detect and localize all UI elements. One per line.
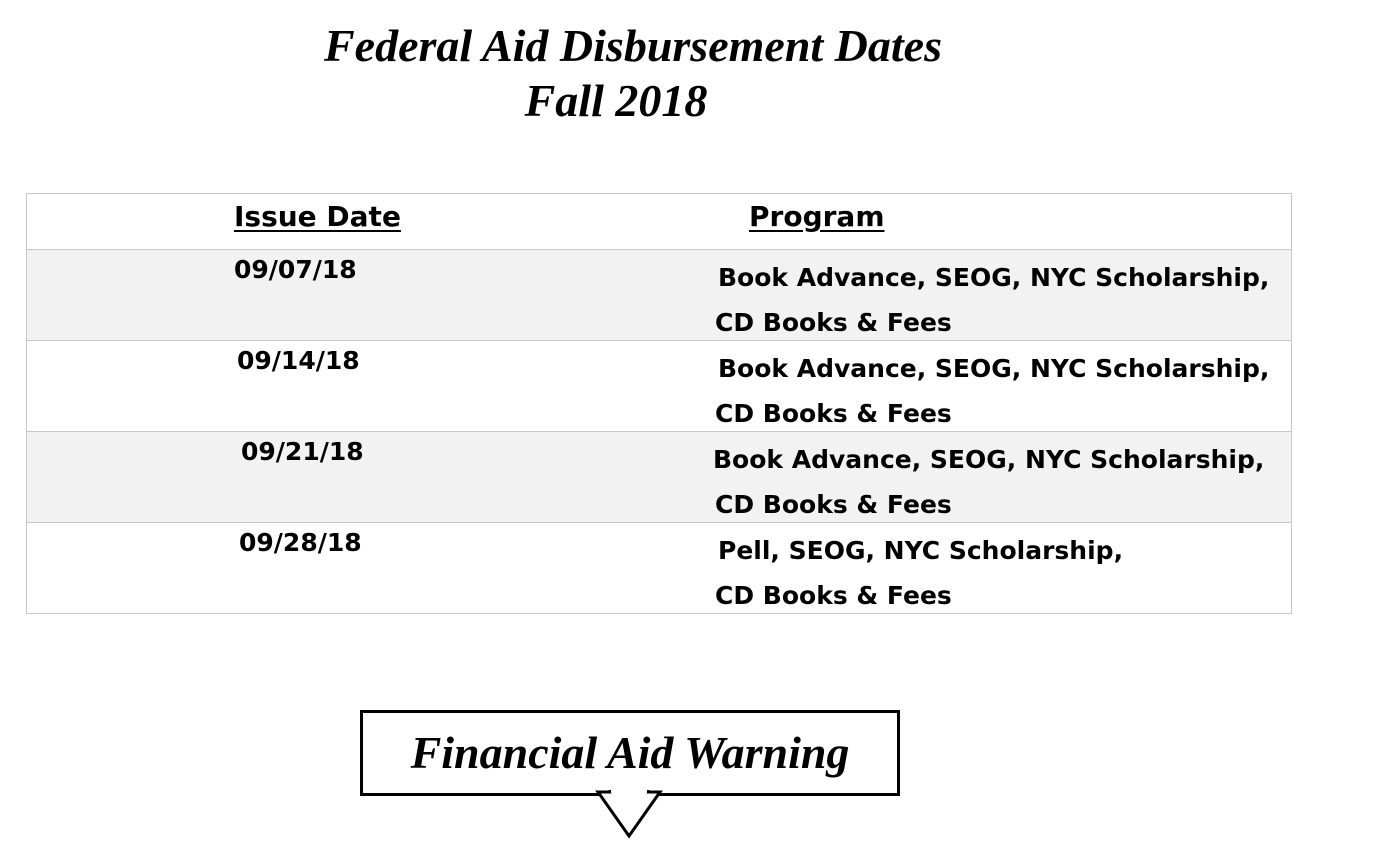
program-line: Book Advance, SEOG, NYC Scholarship, [713, 445, 1265, 474]
page-subtitle: Fall 2018 [524, 75, 708, 126]
table-header-row [27, 194, 1291, 249]
table-row [27, 249, 1291, 340]
column-header-issue-date: Issue Date [234, 200, 401, 233]
disbursement-table [26, 193, 1292, 614]
table-row [27, 431, 1291, 522]
program-line: Book Advance, SEOG, NYC Scholarship, [718, 263, 1270, 292]
column-header-program: Program [749, 200, 885, 233]
page-title: Federal Aid Disbursement Dates [323, 20, 943, 71]
down-arrow-icon [590, 790, 670, 840]
issue-date-cell: 09/28/18 [239, 528, 362, 557]
program-cell [715, 346, 1269, 436]
program-cell [713, 437, 1264, 527]
table-row [27, 340, 1291, 431]
issue-date-cell: 09/07/18 [234, 255, 357, 284]
financial-aid-warning-callout [360, 710, 900, 796]
program-line: Book Advance, SEOG, NYC Scholarship, [718, 354, 1270, 383]
program-line: CD Books & Fees [715, 490, 952, 519]
table-row [27, 522, 1291, 613]
program-cell [715, 528, 1123, 618]
issue-date-cell: 09/21/18 [241, 437, 364, 466]
program-line: CD Books & Fees [715, 399, 952, 428]
program-line: CD Books & Fees [715, 308, 952, 337]
issue-date-cell: 09/14/18 [237, 346, 360, 375]
program-line: Pell, SEOG, NYC Scholarship, [718, 536, 1124, 565]
program-cell [715, 255, 1269, 345]
program-line: CD Books & Fees [715, 581, 952, 610]
warning-label: Financial Aid Warning [410, 727, 850, 778]
